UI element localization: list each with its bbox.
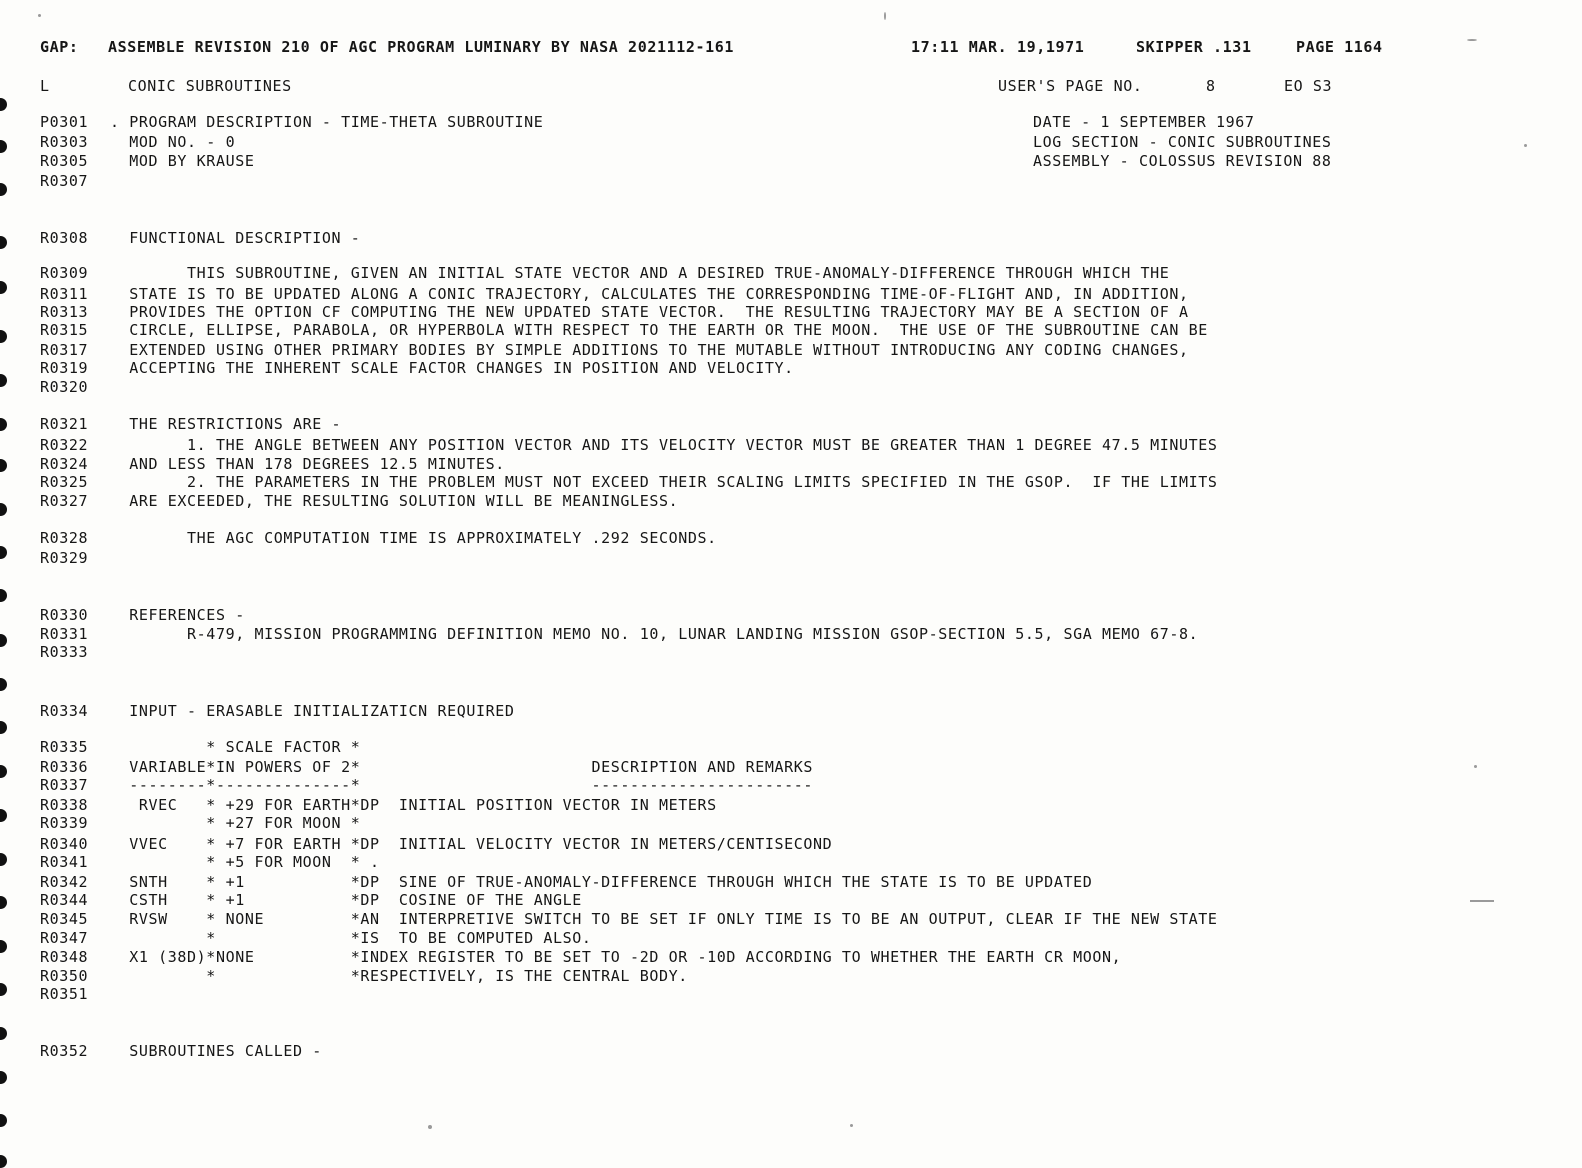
punch-hole-5: [0, 281, 7, 294]
line-text: FUNCTIONAL DESCRIPTION -: [110, 229, 361, 247]
subheader-section: CONIC SUBROUTINES: [128, 77, 292, 95]
line-no: R0344: [40, 891, 89, 909]
punch-hole-17: [0, 809, 7, 822]
punch-hole-7: [0, 374, 7, 387]
line-no: R0313: [40, 303, 89, 321]
line-text: VARIABLE*IN POWERS OF 2* DESCRIPTION AND REMARKS: [110, 758, 814, 776]
line-no: R0305: [40, 152, 89, 170]
punch-hole-23: [0, 1071, 7, 1084]
line-no: R0351: [40, 985, 89, 1003]
line-no: R0322: [40, 436, 89, 454]
punch-hole-16: [0, 765, 7, 778]
punch-hole-13: [0, 634, 7, 647]
punch-hole-14: [0, 678, 7, 691]
line-text: THE AGC COMPUTATION TIME IS APPROXIMATELY .292 SECONDS.: [110, 529, 717, 547]
line-no: P0301: [40, 113, 89, 131]
line-text: * *RESPECTIVELY, IS THE CENTRAL BODY.: [110, 967, 688, 985]
line-no: R0345: [40, 910, 89, 928]
line-text: --------*--------------* -----------------------: [110, 776, 814, 794]
header-page: PAGE 1164: [1296, 38, 1383, 56]
scan-speck: [38, 14, 41, 17]
subheader-users-page-no: 8: [1206, 77, 1216, 95]
scan-speck: [1474, 765, 1477, 768]
line-text: AND LESS THAN 178 DEGREES 12.5 MINUTES.: [110, 455, 505, 473]
line-no: R0337: [40, 776, 89, 794]
line-no: R0335: [40, 738, 89, 756]
line-text: R-479, MISSION PROGRAMMING DEFINITION MEMO NO. 10, LUNAR LANDING MISSION GSOP-SECTION 5.5, SGA MEMO 67-8.: [110, 625, 1199, 643]
line-no: R0352: [40, 1042, 89, 1060]
line-no: R0320: [40, 378, 89, 396]
header-skipper: SKIPPER .131: [1136, 38, 1252, 56]
line-text: THIS SUBROUTINE, GIVEN AN INITIAL STATE VECTOR AND A DESIRED TRUE-ANOMALY-DIFFERENCE THROUGH WHICH THE: [110, 264, 1170, 282]
line-text: REFERENCES -: [110, 606, 245, 624]
line-text: RVEC * +29 FOR EARTH*DP INITIAL POSITION VECTOR IN METERS: [110, 796, 717, 814]
punch-hole-15: [0, 721, 7, 734]
subheader-users-page: USER'S PAGE NO.: [998, 77, 1143, 95]
punch-hole-24: [0, 1114, 7, 1127]
line-text: . PROGRAM DESCRIPTION - TIME-THETA SUBROUTINE: [110, 113, 544, 131]
line-no: R0303: [40, 133, 89, 151]
line-text: * *IS TO BE COMPUTED ALSO.: [110, 929, 592, 947]
line-text: RVSW * NONE *AN INTERPRETIVE SWITCH TO BE SET IF ONLY TIME IS TO BE AN OUTPUT, CLEAR IF THE NEW STATE: [110, 910, 1218, 928]
subheader-eo: EO S3: [1284, 77, 1333, 95]
punch-hole-10: [0, 503, 7, 516]
punch-hole-22: [0, 1027, 7, 1040]
line-no: R0307: [40, 172, 89, 190]
line-no: R0340: [40, 835, 89, 853]
punch-hole-21: [0, 983, 7, 996]
line-text: STATE IS TO BE UPDATED ALONG A CONIC TRAJECTORY, CALCULATES THE CORRESPONDING TIME-OF-FLIGHT AND, IN ADDITION,: [110, 285, 1189, 303]
line-no: R0342: [40, 873, 89, 891]
scan-speck: [428, 1125, 432, 1129]
punch-hole-9: [0, 459, 7, 472]
punch-hole-3: [0, 183, 7, 196]
punch-hole-2: [0, 140, 7, 153]
scan-speck: [1467, 39, 1477, 41]
line-text: SNTH * +1 *DP SINE OF TRUE-ANOMALY-DIFFERENCE THROUGH WHICH THE STATE IS TO BE UPDATED: [110, 873, 1093, 891]
line-no: R0339: [40, 814, 89, 832]
line-no: R0336: [40, 758, 89, 776]
line-text: CIRCLE, ELLIPSE, PARABOLA, OR HYPERBOLA WITH RESPECT TO THE EARTH OR THE MOON. THE USE OF THE SUBROUTINE CAN BE: [110, 321, 1208, 339]
line-no: R0317: [40, 341, 89, 359]
scan-speck: [884, 12, 886, 20]
punch-hole-11: [0, 546, 7, 559]
subheader-letter: L: [40, 77, 50, 95]
punch-hole-6: [0, 330, 7, 343]
line-no: R0341: [40, 853, 89, 871]
line-no: R0338: [40, 796, 89, 814]
line-no: R0315: [40, 321, 89, 339]
line-text: 1. THE ANGLE BETWEEN ANY POSITION VECTOR AND ITS VELOCITY VECTOR MUST BE GREATER THAN 1 DEGREE 47.5 MINUTES: [110, 436, 1218, 454]
line-text: THE RESTRICTIONS ARE -: [110, 415, 342, 433]
line-text: MOD NO. - 0: [110, 133, 236, 151]
line-text: X1 (38D)*NONE *INDEX REGISTER TO BE SET TO -2D OR -10D ACCORDING TO WHETHER THE EARTH CR MOON,: [110, 948, 1122, 966]
punch-hole-4: [0, 236, 7, 249]
header-timestamp: 17:11 MAR. 19,1971: [911, 38, 1085, 56]
line-no: R0348: [40, 948, 89, 966]
line-text: * +5 FOR MOON * .: [110, 853, 380, 871]
line-text: ARE EXCEEDED, THE RESULTING SOLUTION WILL BE MEANINGLESS.: [110, 492, 679, 510]
line-no: R0331: [40, 625, 89, 643]
line-text: PROVIDES THE OPTION CF COMPUTING THE NEW UPDATED STATE VECTOR. THE RESULTING TRAJECTORY MAY BE A SECTION OF A: [110, 303, 1189, 321]
line-right: LOG SECTION - CONIC SUBROUTINES: [1033, 133, 1332, 151]
line-no: R0328: [40, 529, 89, 547]
line-text: INPUT - ERASABLE INITIALIZATICN REQUIRED: [110, 702, 515, 720]
line-right: ASSEMBLY - COLOSSUS REVISION 88: [1033, 152, 1332, 170]
line-no: R0334: [40, 702, 89, 720]
line-no: R0325: [40, 473, 89, 491]
line-no: R0319: [40, 359, 89, 377]
line-text: * +27 FOR MOON *: [110, 814, 361, 832]
line-right: DATE - 1 SEPTEMBER 1967: [1033, 113, 1255, 131]
line-no: R0309: [40, 264, 89, 282]
line-no: R0350: [40, 967, 89, 985]
punch-hole-12: [0, 589, 7, 602]
line-no: R0329: [40, 549, 89, 567]
line-no: R0311: [40, 285, 89, 303]
punch-hole-19: [0, 896, 7, 909]
line-text: SUBROUTINES CALLED -: [110, 1042, 322, 1060]
scan-speck: [850, 1124, 853, 1127]
line-text: * SCALE FACTOR *: [110, 738, 361, 756]
scan-speck: [1524, 144, 1527, 147]
line-text: ACCEPTING THE INHERENT SCALE FACTOR CHANGES IN POSITION AND VELOCITY.: [110, 359, 794, 377]
scan-speck: [1470, 900, 1494, 902]
line-no: R0347: [40, 929, 89, 947]
punch-hole-20: [0, 940, 7, 953]
line-no: R0324: [40, 455, 89, 473]
line-text: MOD BY KRAUSE: [110, 152, 255, 170]
line-no: R0308: [40, 229, 89, 247]
line-no: R0327: [40, 492, 89, 510]
punch-hole-1: [0, 98, 7, 111]
line-no: R0333: [40, 643, 89, 661]
line-text: VVEC * +7 FOR EARTH *DP INITIAL VELOCITY VECTOR IN METERS/CENTISECOND: [110, 835, 833, 853]
line-no: R0330: [40, 606, 89, 624]
punch-hole-8: [0, 418, 7, 431]
punch-hole-25: [0, 1155, 7, 1168]
line-text: CSTH * +1 *DP COSINE OF THE ANGLE: [110, 891, 582, 909]
line-text: 2. THE PARAMETERS IN THE PROBLEM MUST NOT EXCEED THEIR SCALING LIMITS SPECIFIED IN THE GSOP. IF THE LIMITS: [110, 473, 1218, 491]
line-text: EXTENDED USING OTHER PRIMARY BODIES BY SIMPLE ADDITIONS TO THE MUTABLE WITHOUT INTRODUCING ANY CODING CHANGES,: [110, 341, 1189, 359]
line-no: R0321: [40, 415, 89, 433]
punch-hole-18: [0, 853, 7, 866]
header-gap: GAP:: [40, 38, 79, 56]
header-assembly: ASSEMBLE REVISION 210 OF AGC PROGRAM LUMINARY BY NASA 2021112-161: [108, 38, 734, 56]
